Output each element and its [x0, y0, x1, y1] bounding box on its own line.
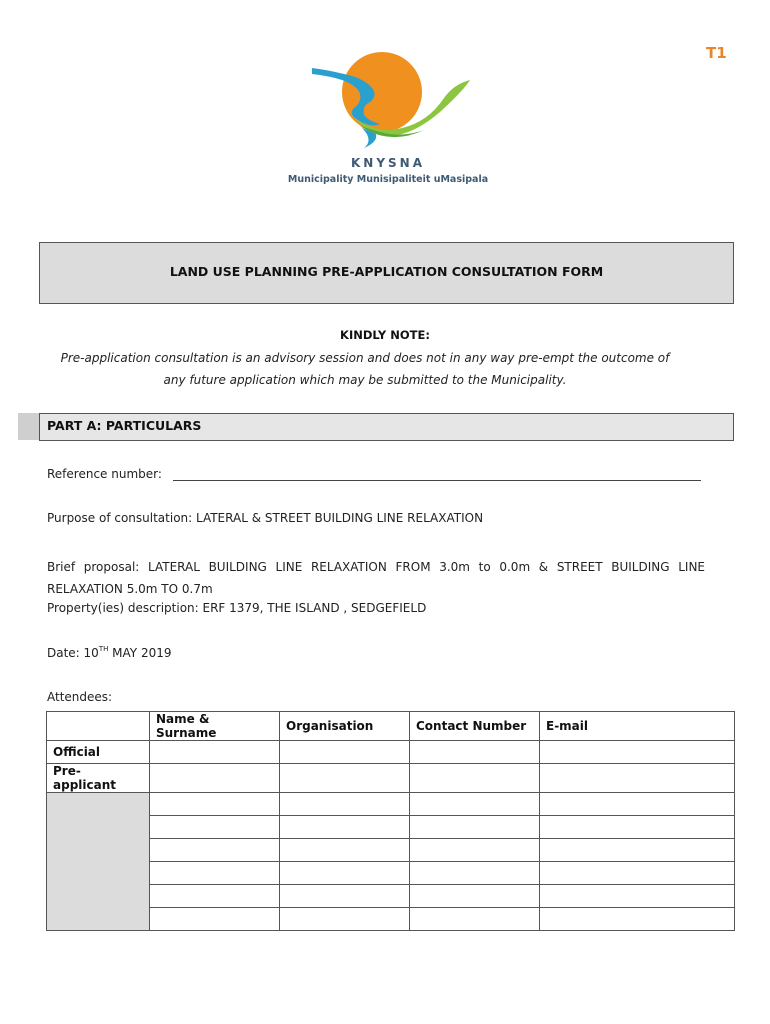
table-cell[interactable] — [540, 816, 735, 839]
table-cell[interactable] — [540, 741, 735, 764]
logo-name: KNYSNA — [350, 156, 425, 170]
table-header-contact: Contact Number — [410, 712, 540, 741]
table-cell[interactable] — [280, 885, 410, 908]
date-month-year: MAY 2019 — [108, 646, 172, 660]
table-cell[interactable] — [410, 816, 540, 839]
page-code: T1 — [706, 44, 727, 62]
purpose-of-consultation: Purpose of consultation: LATERAL & STREET BUILDING LINE RELAXATION — [47, 511, 484, 525]
table-cell[interactable] — [540, 885, 735, 908]
table-cell[interactable] — [280, 741, 410, 764]
table-row — [47, 862, 735, 885]
table-cell[interactable] — [540, 764, 735, 793]
part-a-heading: PART A: PARTICULARS — [47, 418, 202, 433]
table-cell[interactable] — [540, 839, 735, 862]
table-cell[interactable] — [540, 793, 735, 816]
knysna-emblem-icon — [304, 50, 476, 154]
table-row-pre-applicant — [47, 764, 735, 793]
date-suffix-sup: TH — [98, 645, 109, 653]
attendees-label: Attendees: — [47, 690, 113, 704]
table-cell[interactable] — [410, 908, 540, 931]
row-label-official: Official — [47, 741, 150, 764]
table-row — [47, 839, 735, 862]
table-header-row — [47, 712, 735, 741]
table-row — [47, 885, 735, 908]
table-header-name: Name & Surname — [150, 712, 280, 741]
table-cell[interactable] — [150, 885, 280, 908]
table-cell[interactable] — [150, 793, 280, 816]
table-cell[interactable] — [410, 764, 540, 793]
part-a-header — [39, 413, 734, 441]
table-cell[interactable] — [150, 862, 280, 885]
section-tab-marker — [18, 413, 40, 440]
gray-label-cell — [47, 793, 150, 931]
table-cell[interactable] — [280, 764, 410, 793]
table-cell[interactable] — [410, 862, 540, 885]
form-title-box — [39, 242, 734, 304]
table-cell[interactable] — [410, 839, 540, 862]
table-cell[interactable] — [540, 908, 735, 931]
attendees-table — [46, 711, 735, 931]
table-cell[interactable] — [150, 741, 280, 764]
row-label-pre-applicant: Pre-applicant — [47, 764, 150, 793]
table-cell[interactable] — [410, 793, 540, 816]
table-cell[interactable] — [540, 862, 735, 885]
note-line-1: Pre-application consultation is an advisory session and does not in any way pre-empt the outcome of — [60, 351, 670, 365]
property-description: Property(ies) description: ERF 1379, THE ISLAND , SEDGEFIELD — [47, 601, 427, 615]
reference-number-label: Reference number: — [47, 467, 162, 481]
table-header-organisation: Organisation — [280, 712, 410, 741]
table-row — [47, 816, 735, 839]
note-heading: KINDLY NOTE: — [340, 328, 430, 342]
table-row — [47, 908, 735, 931]
table-cell[interactable] — [410, 741, 540, 764]
table-cell[interactable] — [280, 862, 410, 885]
table-row-official — [47, 741, 735, 764]
table-header-blank — [47, 712, 150, 741]
table-cell[interactable] — [150, 839, 280, 862]
brief-proposal-line-1: Brief proposal: LATERAL BUILDING LINE RELAXATION FROM 3.0m to 0.0m & STREET BUILDING LINE — [47, 560, 705, 574]
table-cell[interactable] — [150, 764, 280, 793]
table-cell[interactable] — [280, 816, 410, 839]
date-prefix: Date: 10 — [47, 646, 99, 660]
brief-proposal-line-2: RELAXATION 5.0m TO 0.7m — [47, 582, 213, 596]
knysna-logo — [287, 50, 489, 190]
table-cell[interactable] — [280, 839, 410, 862]
table-row — [47, 793, 735, 816]
form-title: LAND USE PLANNING PRE-APPLICATION CONSULTATION FORM — [169, 264, 604, 279]
note-line-2: any future application which may be submitted to the Municipality. — [163, 373, 567, 387]
logo-tagline: Municipality Munisipaliteit uMasipala — [287, 174, 489, 185]
table-cell[interactable] — [150, 908, 280, 931]
table-header-email: E-mail — [540, 712, 735, 741]
reference-number-field[interactable] — [173, 480, 701, 481]
date-field — [47, 646, 172, 660]
table-cell[interactable] — [410, 885, 540, 908]
table-cell[interactable] — [280, 908, 410, 931]
table-cell[interactable] — [280, 793, 410, 816]
table-cell[interactable] — [150, 816, 280, 839]
